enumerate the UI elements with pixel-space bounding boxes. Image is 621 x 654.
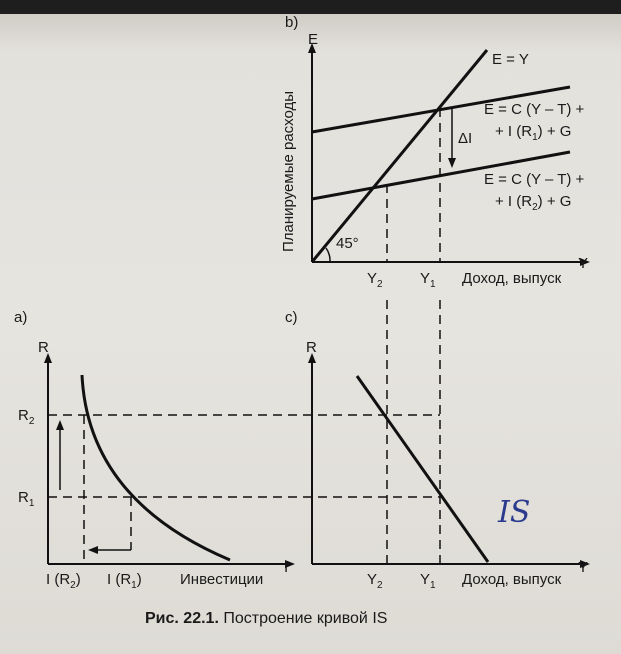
panel-a xyxy=(14,309,440,591)
panel-b-lower-line-label-1: E = C (Y – T) + xyxy=(484,171,585,188)
panel-b-lower-line-label-2: + I $(R_2) + G$ xyxy=(495,193,572,213)
panel-b xyxy=(280,14,588,290)
panel-c-y-axis-name: R xyxy=(306,339,317,356)
panel-a-y-axis-name: R xyxy=(38,339,49,356)
panel-c-tick-y2: $Y_2$ xyxy=(367,571,383,591)
panel-a-x-axis-title: Инвестиции xyxy=(180,571,264,588)
figure-caption: Рис. 22.1. Построение кривой IS xyxy=(145,610,388,627)
panel-b-angle-arc xyxy=(326,248,330,262)
panel-c-letter: c) xyxy=(285,309,298,326)
panel-b-x-axis-name: Y xyxy=(578,255,589,272)
panel-c xyxy=(285,300,588,591)
panel-c-tick-y1: $Y_1$ xyxy=(420,571,436,591)
panel-a-tick-r1: $R_1$ xyxy=(18,489,35,509)
panel-a-investment-curve xyxy=(82,375,230,560)
panel-b-y-axis-name: E xyxy=(308,31,319,48)
panel-b-upper-line-label-2: + I $(R_1) + G$ xyxy=(495,123,572,143)
panel-b-tick-y2: $Y_2$ xyxy=(367,270,383,290)
panel-a-letter: a) xyxy=(14,309,28,326)
panel-b-letter: b) xyxy=(285,14,299,31)
panel-c-is-curve xyxy=(357,376,488,562)
panel-b-angle-label: 45° xyxy=(336,235,359,252)
panel-b-45-degree-line xyxy=(312,50,487,262)
panel-b-delta-i-label: ΔI xyxy=(458,130,473,147)
panel-b-45-line-label: E = Y xyxy=(492,51,529,68)
panel-b-y-axis-title: Планируемые расходы xyxy=(280,90,297,252)
panel-b-x-axis-title: Доход, выпуск xyxy=(462,270,562,287)
panel-c-x-axis-name: Y xyxy=(578,559,589,576)
panel-b-upper-line-label-1: E = C (Y – T) + xyxy=(484,101,585,118)
panel-b-tick-y1: $Y_1$ xyxy=(420,270,436,290)
panel-a-tick-r2: $R_2$ xyxy=(18,407,35,427)
handwritten-is-label: IS xyxy=(498,495,531,530)
panel-a-tick-i-r2: I $(R_2)$ xyxy=(46,571,81,591)
panel-c-x-axis-title: Доход, выпуск xyxy=(462,571,562,588)
panel-a-tick-i-r1: I $(R_1)$ xyxy=(107,571,142,591)
panel-a-x-axis-name: I xyxy=(284,559,289,576)
